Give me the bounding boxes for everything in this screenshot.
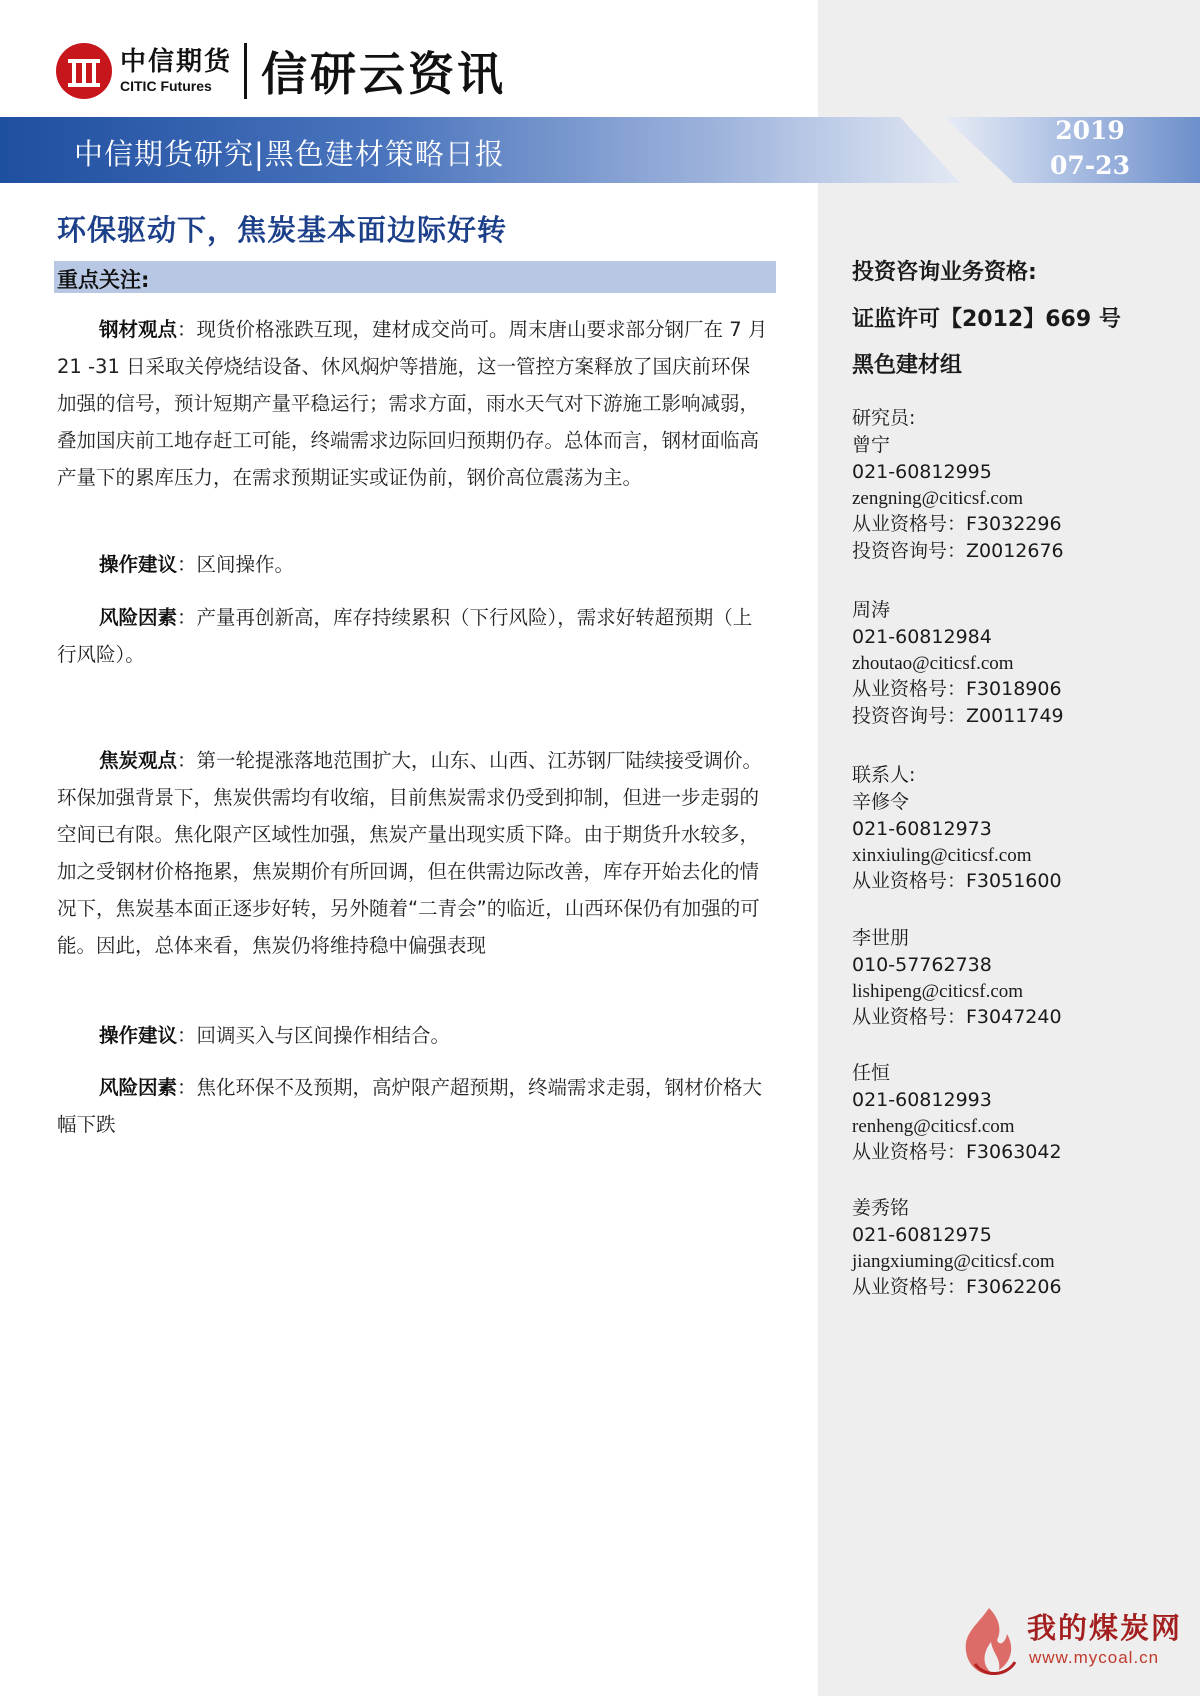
paragraph-text: ：产量再创新高，库存持续累积（下行风险），需求好转超预期（上行风险）。 [57,606,753,666]
contact-label: 联系人: [852,764,916,786]
person-cert: 从业资格号：F3047240 [852,1006,1062,1028]
person-email[interactable]: zengning@citicsf.com [852,488,1024,509]
focus-bar [54,261,776,293]
person-phone: 021-60812993 [852,1089,992,1111]
paragraph-label: 操作建议 [99,1024,178,1047]
person-name: 李世朋 [852,927,910,949]
focus-label: 重点关注: [57,268,150,292]
person-email[interactable]: xinxiuling@citicsf.com [852,845,1032,866]
person-cert: 从业资格号：F3062206 [852,1276,1062,1298]
person-phone: 010-57762738 [852,954,992,976]
person-cert: 从业资格号：F3051600 [852,870,1062,892]
report-month-day: 07-23 [1050,151,1130,180]
person-advisory: 投资咨询号：Z0012676 [852,540,1064,562]
watermark-name: 我的煤炭网 [1027,1611,1183,1645]
flame-icon [955,1604,1021,1680]
steel-view-paragraph [57,311,769,496]
qualification-title: 投资咨询业务资格: [852,260,1037,285]
researcher-label: 研究员: [852,407,916,429]
citic-emblem-icon [56,43,112,99]
coke-risk-paragraph [57,1069,769,1143]
logo-chinese-name: 中信期货 [120,47,233,77]
person-name: 辛修令 [852,791,910,813]
steel-operation-paragraph [57,546,769,583]
person-name: 周涛 [852,599,891,621]
person-advisory: 投资咨询号：Z0011749 [852,705,1064,727]
paragraph-label: 风险因素 [99,1076,178,1099]
person-name: 任恒 [852,1062,891,1084]
contact-card [852,1195,1182,1301]
person-email[interactable]: lishipeng@citicsf.com [852,981,1024,1002]
page-title: 环保驱动下，焦炭基本面边际好转 [57,213,508,247]
paragraph-text: ：区间操作。 [177,553,295,576]
person-email[interactable]: renheng@citicsf.com [852,1116,1015,1137]
coke-operation-paragraph [57,1017,769,1054]
license-number: 证监许可【2012】669 号 [852,307,1121,332]
banner-title: 中信期货研究|黑色建材策略日报 [74,137,505,171]
person-cert: 从业资格号：F3063042 [852,1141,1062,1163]
paragraph-text: ：现货价格涨跌互现，建材成交尚可。周末唐山要求部分钢厂在 7 月 21 -31 日采取关停烧结设备、休风焖炉等措施，这一管控方案释放了国庆前环保加强的信号，预计短期产量平稳运行；需求方面，雨水天气对下游施工影响减弱，叠加国庆前工地存赶工可能，终端需求边际回归预期仍存。总体而言，钢材面临高产量下的累库压力，在需求预期证实或证伪前，钢价高位震荡为主。 [57,318,768,489]
group-name: 黑色建材组 [852,353,963,378]
report-year: 2019 [1055,116,1125,145]
paragraph-text: ：回调买入与区间操作相结合。 [177,1024,451,1047]
citic-logo [56,38,506,104]
paragraph-label: 操作建议 [99,553,178,576]
steel-risk-paragraph [57,599,769,673]
contact-card [852,1060,1182,1166]
person-name: 曾宁 [852,434,891,456]
paragraph-label: 焦炭观点 [99,749,178,772]
researcher-card [852,432,1182,565]
person-email[interactable]: zhoutao@citicsf.com [852,653,1014,674]
paragraph-text: ：第一轮提涨落地范围扩大，山东、山西、江苏钢厂陆续接受调价。环保加强背景下，焦炭供需均有收缩，目前焦炭需求仍受到抑制，但进一步走弱的空间已有限。焦化限产区域性加强，焦炭产量出现实质下降。由于期货升水较多，加之受钢材价格拖累，焦炭期价有所回调，但在供需边际改善，库存开始去化的情况下，焦炭基本面正逐步好转，另外随着“二青会”的临近，山西环保仍有加强的可能。因此，总体来看，焦炭仍将维持稳中偏强表现 [57,749,763,957]
paragraph-label: 钢材观点 [99,318,178,341]
paragraph-text: ：焦化环保不及预期，高炉限产超预期，终端需求走弱，钢材价格大幅下跌 [57,1076,763,1136]
person-name: 姜秀铭 [852,1197,910,1219]
contact-card [852,925,1182,1031]
logo-divider [244,43,247,99]
coke-view-paragraph [57,742,769,964]
paragraph-label: 风险因素 [99,606,178,629]
mycoal-watermark [955,1604,1190,1684]
researcher-card [852,597,1182,730]
logo-english-name: CITIC Futures [120,78,212,94]
person-phone: 021-60812975 [852,1224,992,1246]
person-cert: 从业资格号：F3018906 [852,678,1062,700]
person-phone: 021-60812995 [852,461,992,483]
watermark-url: www.mycoal.cn [1029,1648,1160,1667]
person-email[interactable]: jiangxiuming@citicsf.com [852,1251,1055,1272]
header-slogan: 信研云资讯 [261,47,507,101]
contact-card [852,789,1182,895]
person-cert: 从业资格号：F3032296 [852,513,1062,535]
person-phone: 021-60812973 [852,818,992,840]
person-phone: 021-60812984 [852,626,992,648]
